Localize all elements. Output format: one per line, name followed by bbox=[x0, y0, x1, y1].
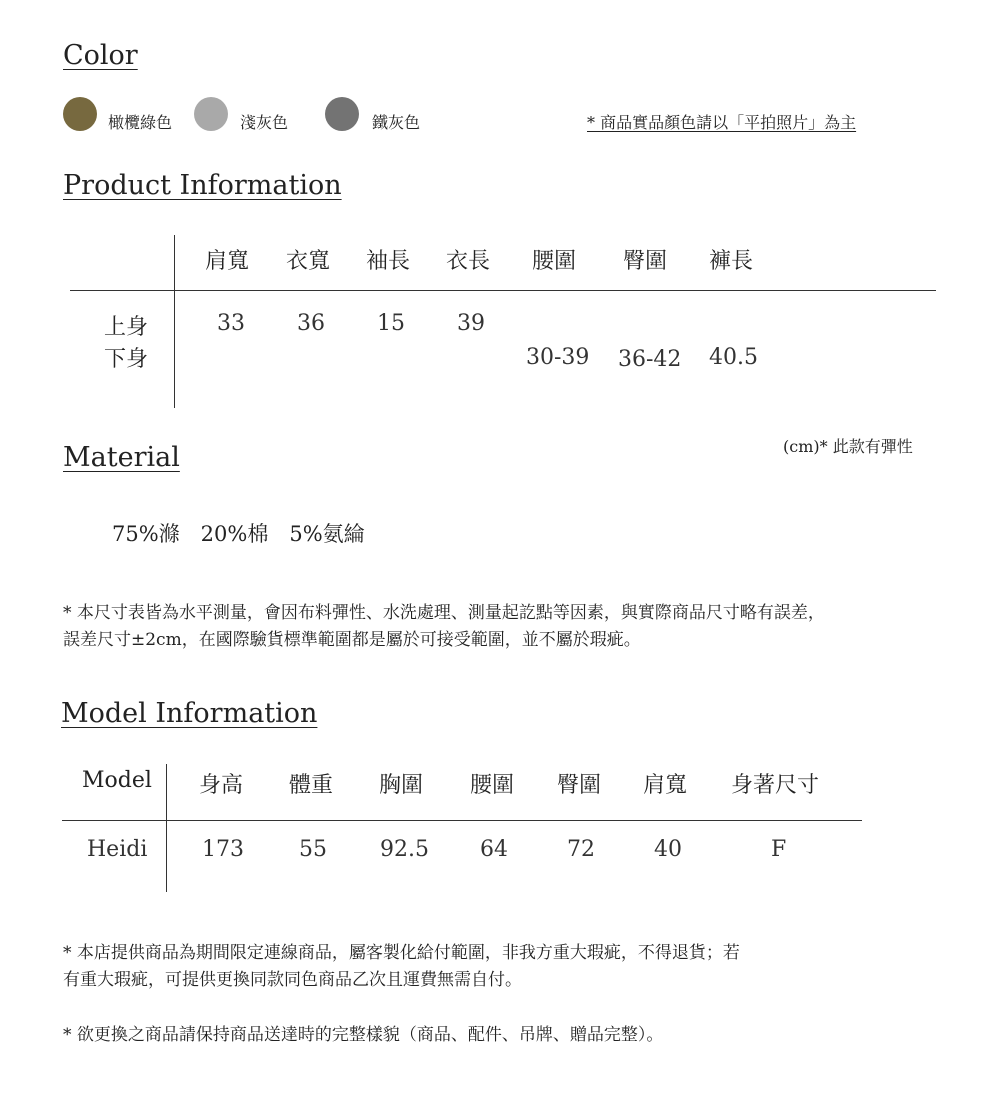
model-header-height: 身高 bbox=[199, 773, 244, 798]
model-heading: Model Information bbox=[61, 698, 318, 729]
top-shoulder-value: 33 bbox=[217, 311, 245, 336]
model-header-hip: 臀圍 bbox=[557, 773, 602, 798]
product-table-hline bbox=[70, 290, 936, 291]
product-header-waist: 腰圍 bbox=[532, 249, 577, 274]
model-bust-value: 92.5 bbox=[380, 837, 429, 862]
model-waist-value: 64 bbox=[480, 837, 508, 862]
model-table-hline bbox=[62, 820, 862, 821]
model-header-weight: 體重 bbox=[289, 773, 334, 798]
product-header-shoulder: 肩寬 bbox=[205, 249, 250, 274]
material-composition: 75%滌 20%棉 5%氨綸 bbox=[112, 522, 365, 546]
model-weight-value: 55 bbox=[299, 837, 327, 862]
model-size-value: F bbox=[771, 837, 787, 862]
bottom-waist-value: 30-39 bbox=[526, 345, 590, 370]
swatch-label-iron-gray: 鐵灰色 bbox=[372, 113, 421, 132]
bottom-hip-value: 36-42 bbox=[618, 347, 682, 372]
model-shoulder-value: 40 bbox=[654, 837, 682, 862]
swatch-label-light-gray: 淺灰色 bbox=[240, 113, 289, 132]
row-label-top: 上身 bbox=[104, 315, 149, 340]
model-table-vline bbox=[166, 764, 167, 892]
model-header-bust: 胸圍 bbox=[379, 773, 424, 798]
row-label-bottom: 下身 bbox=[104, 347, 149, 372]
product-heading: Product Information bbox=[63, 170, 342, 201]
product-header-pants-length: 褲長 bbox=[709, 249, 754, 274]
model-height-value: 173 bbox=[202, 837, 244, 862]
top-chest-value: 36 bbox=[297, 311, 325, 336]
material-heading: Material bbox=[63, 442, 180, 473]
model-header-shoulder: 肩寬 bbox=[643, 773, 688, 798]
bottom-pants-length-value: 40.5 bbox=[709, 345, 758, 370]
product-header-chest: 衣寬 bbox=[286, 249, 331, 274]
unit-note: (cm)* 此款有彈性 bbox=[783, 437, 913, 456]
model-hip-value: 72 bbox=[567, 837, 595, 862]
exchange-note: * 欲更換之商品請保持商品送達時的完整樣貌（商品、配件、吊牌、贈品完整）。 bbox=[63, 1025, 664, 1045]
product-table-vline bbox=[174, 235, 175, 408]
size-note-line1: * 本尺寸表皆為水平測量，會因布料彈性、水洗處理、測量起訖點等因素，與實際商品尺寸略有誤差， bbox=[63, 603, 825, 623]
swatch-label-olive: 橄欖綠色 bbox=[108, 113, 173, 132]
return-note-line2: 有重大瑕疵，可提供更換同款同色商品乙次且運費無需自付。 bbox=[63, 970, 522, 990]
top-sleeve-value: 15 bbox=[377, 311, 405, 336]
color-note: * 商品實品顏色請以「平拍照片」為主 bbox=[587, 113, 857, 132]
color-heading: Color bbox=[63, 40, 138, 71]
swatch-olive bbox=[63, 97, 97, 131]
product-header-sleeve: 袖長 bbox=[366, 249, 411, 274]
top-length-value: 39 bbox=[457, 311, 485, 336]
product-header-length: 衣長 bbox=[446, 249, 491, 274]
model-header-size-worn: 身著尺寸 bbox=[731, 773, 820, 798]
model-header-waist: 腰圍 bbox=[470, 773, 515, 798]
model-name: Heidi bbox=[87, 837, 148, 862]
swatch-light-gray bbox=[194, 97, 228, 131]
size-note-line2: 誤差尺寸±2cm，在國際驗貨標準範圍都是屬於可接受範圍，並不屬於瑕疵。 bbox=[63, 630, 641, 650]
model-header-label: Model bbox=[82, 768, 152, 793]
return-note-line1: * 本店提供商品為期間限定連線商品，屬客製化給付範圍，非我方重大瑕疵，不得退貨；若 bbox=[63, 943, 740, 963]
product-header-hip: 臀圍 bbox=[623, 249, 668, 274]
swatch-iron-gray bbox=[325, 97, 359, 131]
